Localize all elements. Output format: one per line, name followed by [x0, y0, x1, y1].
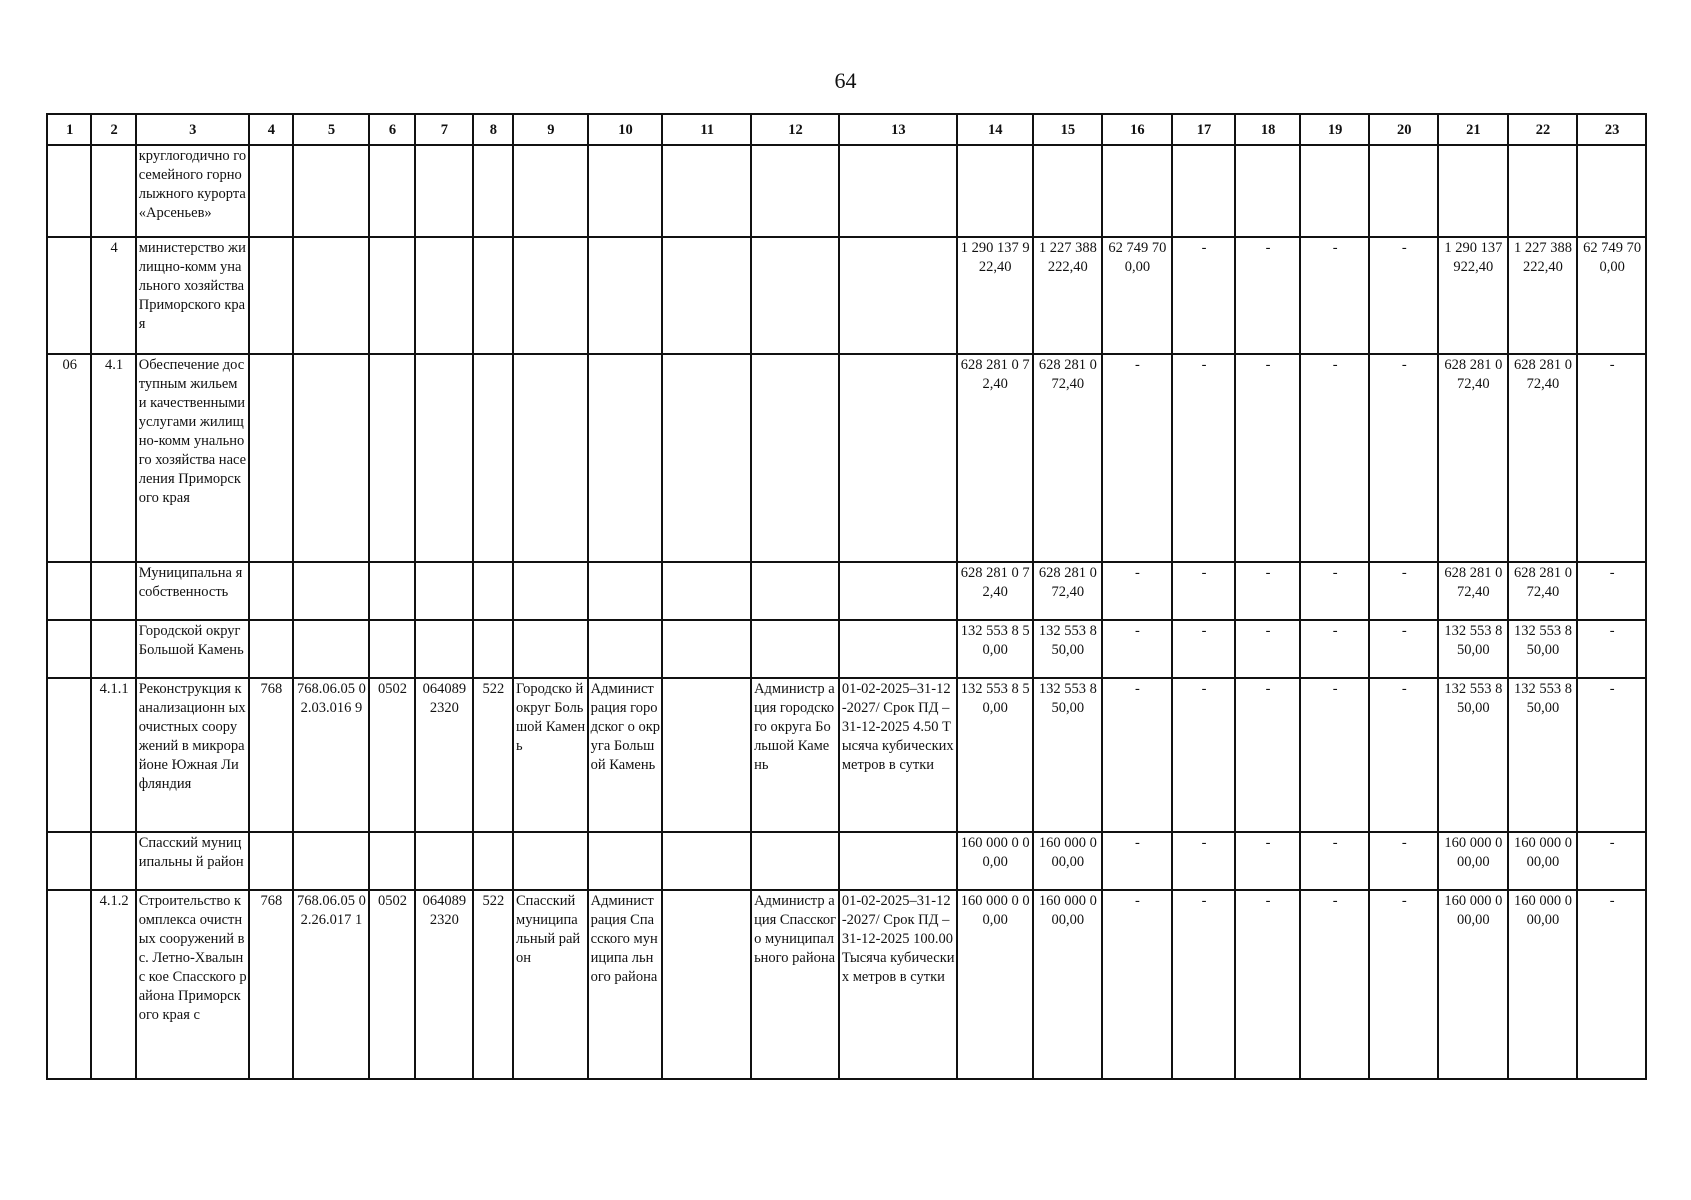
table-cell-col-17	[1172, 145, 1236, 237]
page-number: 64	[834, 68, 857, 93]
table-cell-col-6	[369, 237, 415, 354]
table-cell-col-21: 132 553 8 50,00	[1438, 620, 1508, 678]
table-cell-col-2: 4.1.1	[91, 678, 135, 832]
table-cell-col-14: 160 000 0 00,00	[957, 890, 1033, 1079]
table-cell-col-15: 628 281 0 72,40	[1033, 562, 1103, 620]
table-cell-col-3: Муниципальна я собственность	[136, 562, 249, 620]
table-cell-col-22: 132 553 8 50,00	[1508, 620, 1578, 678]
table-cell-col-12	[751, 832, 839, 890]
table-cell-col-2: 4.1.2	[91, 890, 135, 1079]
table-cell-col-21	[1438, 145, 1508, 237]
table-cell-col-4	[249, 562, 293, 620]
table-cell-col-18: -	[1235, 562, 1300, 620]
table-cell-col-16	[1102, 145, 1172, 237]
table-cell-col-11	[662, 145, 751, 237]
table-cell-col-12: Администр ация Спасского муниципал ьного района	[751, 890, 839, 1079]
table-cell-col-21: 628 281 0 72,40	[1438, 562, 1508, 620]
table-cell-col-14: 1 290 137 922,40	[957, 237, 1033, 354]
table-cell-col-14: 628 281 0 72,40	[957, 354, 1033, 562]
table-cell-col-3: министерство жилищно-комм унального хозяйства Приморского края	[136, 237, 249, 354]
table-cell-col-22: 132 553 8 50,00	[1508, 678, 1578, 832]
table-cell-col-3: Городской округ Большой Камень	[136, 620, 249, 678]
table-cell-col-4: 768	[249, 678, 293, 832]
table-cell-col-10	[588, 354, 663, 562]
table-cell-col-5	[293, 620, 369, 678]
column-header-17: 17	[1172, 114, 1236, 145]
table-cell-col-9	[513, 832, 588, 890]
table-cell-col-1	[47, 678, 91, 832]
table-row	[47, 237, 1646, 354]
table-cell-col-3: Спасский муниципальны й район	[136, 832, 249, 890]
table-cell-col-23: -	[1577, 620, 1646, 678]
table-cell-col-10	[588, 562, 663, 620]
column-header-8: 8	[473, 114, 513, 145]
table-cell-col-9	[513, 145, 588, 237]
table-cell-col-12	[751, 620, 839, 678]
column-header-19: 19	[1300, 114, 1370, 145]
table-cell-col-17: -	[1172, 620, 1236, 678]
table-cell-col-2	[91, 620, 135, 678]
table-cell-col-10	[588, 145, 663, 237]
table-cell-col-4	[249, 145, 293, 237]
table-cell-col-17: -	[1172, 890, 1236, 1079]
table-cell-col-15: 628 281 0 72,40	[1033, 354, 1103, 562]
column-header-14: 14	[957, 114, 1033, 145]
table-cell-col-8	[473, 562, 513, 620]
table-cell-col-12	[751, 354, 839, 562]
table-cell-col-9	[513, 237, 588, 354]
table-cell-col-20: -	[1369, 832, 1438, 890]
table-cell-col-16: 62 749 70 0,00	[1102, 237, 1172, 354]
table-cell-col-11	[662, 832, 751, 890]
table-cell-col-16: -	[1102, 678, 1172, 832]
table-row	[47, 890, 1646, 1079]
table-cell-col-22: 160 000 0 00,00	[1508, 890, 1578, 1079]
table-cell-col-15: 1 227 388 222,40	[1033, 237, 1103, 354]
table-cell-col-4: 768	[249, 890, 293, 1079]
table-cell-col-22: 628 281 0 72,40	[1508, 354, 1578, 562]
table-cell-col-15: 160 000 0 00,00	[1033, 890, 1103, 1079]
table-cell-col-19: -	[1300, 620, 1370, 678]
table-cell-col-18: -	[1235, 890, 1300, 1079]
table-cell-col-7	[415, 145, 473, 237]
column-header-22: 22	[1508, 114, 1578, 145]
table-cell-col-6	[369, 354, 415, 562]
column-header-11: 11	[662, 114, 751, 145]
table-body	[47, 145, 1646, 1079]
table-row	[47, 354, 1646, 562]
column-header-6: 6	[369, 114, 415, 145]
table-cell-col-13: 01-02-2025–31-12-2027/ Срок ПД – 31-12-2025 4.50 Тысяча кубических метров в сутки	[839, 678, 957, 832]
table-cell-col-5	[293, 145, 369, 237]
table-cell-col-13	[839, 354, 957, 562]
table-cell-col-20	[1369, 145, 1438, 237]
table-cell-col-23	[1577, 145, 1646, 237]
table-row	[47, 832, 1646, 890]
table-cell-col-7	[415, 620, 473, 678]
table-cell-col-13	[839, 145, 957, 237]
table-cell-col-13	[839, 237, 957, 354]
column-header-3: 3	[136, 114, 249, 145]
table-cell-col-7	[415, 237, 473, 354]
column-header-15: 15	[1033, 114, 1103, 145]
table-cell-col-15	[1033, 145, 1103, 237]
table-cell-col-12	[751, 562, 839, 620]
column-header-1: 1	[47, 114, 91, 145]
table-cell-col-11	[662, 678, 751, 832]
table-cell-col-5	[293, 237, 369, 354]
table-cell-col-8	[473, 145, 513, 237]
table-cell-col-15: 160 000 0 00,00	[1033, 832, 1103, 890]
table-cell-col-7: 064089 2320	[415, 890, 473, 1079]
table-cell-col-4	[249, 237, 293, 354]
table-cell-col-1	[47, 562, 91, 620]
table-cell-col-17: -	[1172, 678, 1236, 832]
table-cell-col-14: 132 553 8 50,00	[957, 620, 1033, 678]
table-cell-col-18	[1235, 145, 1300, 237]
table-cell-col-3: Реконструкция канализационн ых очистных сооружений в микрорайоне Южная Лифляндия	[136, 678, 249, 832]
table-cell-col-16: -	[1102, 354, 1172, 562]
table-cell-col-20: -	[1369, 237, 1438, 354]
table-cell-col-14: 160 000 0 00,00	[957, 832, 1033, 890]
table-cell-col-19: -	[1300, 832, 1370, 890]
table-cell-col-23: -	[1577, 562, 1646, 620]
table-cell-col-22	[1508, 145, 1578, 237]
table-cell-col-4	[249, 354, 293, 562]
column-header-9: 9	[513, 114, 588, 145]
table-cell-col-1	[47, 832, 91, 890]
table-cell-col-9	[513, 562, 588, 620]
table-cell-col-5	[293, 354, 369, 562]
table-cell-col-19: -	[1300, 678, 1370, 832]
table-cell-col-7	[415, 832, 473, 890]
column-header-7: 7	[415, 114, 473, 145]
table-cell-col-16: -	[1102, 562, 1172, 620]
table-cell-col-23: 62 749 70 0,00	[1577, 237, 1646, 354]
column-header-18: 18	[1235, 114, 1300, 145]
table-cell-col-20: -	[1369, 620, 1438, 678]
table-cell-col-2	[91, 145, 135, 237]
table-cell-col-3: Строительство комплекса очистных сооружений в с. Летно-Хвалынс кое Спасского района Приморского края с	[136, 890, 249, 1079]
table-cell-col-8	[473, 237, 513, 354]
table-cell-col-15: 132 553 8 50,00	[1033, 620, 1103, 678]
table-cell-col-13	[839, 620, 957, 678]
table-cell-col-6: 0502	[369, 890, 415, 1079]
table-cell-col-4	[249, 620, 293, 678]
table-row	[47, 562, 1646, 620]
column-header-12: 12	[751, 114, 839, 145]
table-cell-col-8	[473, 832, 513, 890]
table-cell-col-12	[751, 237, 839, 354]
column-header-5: 5	[293, 114, 369, 145]
table-cell-col-6	[369, 620, 415, 678]
table-cell-col-11	[662, 354, 751, 562]
column-header-23: 23	[1577, 114, 1646, 145]
table-cell-col-1: 06	[47, 354, 91, 562]
table-cell-col-1	[47, 620, 91, 678]
table-cell-col-21: 132 553 8 50,00	[1438, 678, 1508, 832]
column-header-2: 2	[91, 114, 135, 145]
table-cell-col-20: -	[1369, 678, 1438, 832]
table-cell-col-7	[415, 354, 473, 562]
table-cell-col-10: Админист рация городског о округа Большой Камень	[588, 678, 663, 832]
table-cell-col-5: 768.06.05 02.26.017 1	[293, 890, 369, 1079]
table-cell-col-3: Обеспечение доступным жильем и качественными услугами жилищно-комм унального хозяйства населения Приморского края	[136, 354, 249, 562]
table-cell-col-19	[1300, 145, 1370, 237]
table-cell-col-6	[369, 832, 415, 890]
table-cell-col-17: -	[1172, 354, 1236, 562]
table-cell-col-9	[513, 354, 588, 562]
table-cell-col-6	[369, 145, 415, 237]
table-cell-col-16: -	[1102, 620, 1172, 678]
table-cell-col-4	[249, 832, 293, 890]
table-cell-col-20: -	[1369, 562, 1438, 620]
table-cell-col-6	[369, 562, 415, 620]
table-cell-col-14: 132 553 8 50,00	[957, 678, 1033, 832]
table-cell-col-13	[839, 832, 957, 890]
table-row	[47, 678, 1646, 832]
table-cell-col-21: 160 000 0 00,00	[1438, 832, 1508, 890]
table-cell-col-7	[415, 562, 473, 620]
table-cell-col-11	[662, 237, 751, 354]
table-cell-col-8	[473, 620, 513, 678]
table-cell-col-8: 522	[473, 890, 513, 1079]
table-cell-col-1	[47, 890, 91, 1079]
table-cell-col-2	[91, 832, 135, 890]
table-cell-col-19: -	[1300, 890, 1370, 1079]
table-cell-col-21: 1 290 137 922,40	[1438, 237, 1508, 354]
table-cell-col-6: 0502	[369, 678, 415, 832]
table-cell-col-18: -	[1235, 620, 1300, 678]
table-cell-col-11	[662, 562, 751, 620]
table-cell-col-1	[47, 237, 91, 354]
table-cell-col-2: 4.1	[91, 354, 135, 562]
table-cell-col-14	[957, 145, 1033, 237]
table-cell-col-3: круглогодично го семейного горнолыжного курорта «Арсеньев»	[136, 145, 249, 237]
table-row	[47, 620, 1646, 678]
table-cell-col-9: Городско й округ Большой Камень	[513, 678, 588, 832]
column-header-20: 20	[1369, 114, 1438, 145]
table-cell-col-17: -	[1172, 832, 1236, 890]
table-cell-col-21: 628 281 0 72,40	[1438, 354, 1508, 562]
table-cell-col-18: -	[1235, 678, 1300, 832]
table-cell-col-21: 160 000 0 00,00	[1438, 890, 1508, 1079]
table-cell-col-20: -	[1369, 354, 1438, 562]
table-cell-col-16: -	[1102, 890, 1172, 1079]
table-cell-col-19: -	[1300, 562, 1370, 620]
table-cell-col-14: 628 281 0 72,40	[957, 562, 1033, 620]
table-row	[47, 145, 1646, 237]
table-cell-col-18: -	[1235, 354, 1300, 562]
table-cell-col-5	[293, 832, 369, 890]
table-cell-col-22: 160 000 0 00,00	[1508, 832, 1578, 890]
table-cell-col-23: -	[1577, 890, 1646, 1079]
table-cell-col-23: -	[1577, 678, 1646, 832]
table-cell-col-16: -	[1102, 832, 1172, 890]
budget-table	[46, 113, 1647, 1080]
table-cell-col-23: -	[1577, 832, 1646, 890]
table-cell-col-17: -	[1172, 562, 1236, 620]
table-cell-col-9	[513, 620, 588, 678]
table-cell-col-8	[473, 354, 513, 562]
column-header-16: 16	[1102, 114, 1172, 145]
table-cell-col-5	[293, 562, 369, 620]
table-cell-col-11	[662, 620, 751, 678]
table-cell-col-12	[751, 145, 839, 237]
table-cell-col-5: 768.06.05 02.03.016 9	[293, 678, 369, 832]
column-header-10: 10	[588, 114, 663, 145]
table-cell-col-18: -	[1235, 832, 1300, 890]
table-cell-col-17: -	[1172, 237, 1236, 354]
table-cell-col-23: -	[1577, 354, 1646, 562]
table-cell-col-8: 522	[473, 678, 513, 832]
table-cell-col-9: Спасский муниципа льный район	[513, 890, 588, 1079]
table-cell-col-13	[839, 562, 957, 620]
table-cell-col-11	[662, 890, 751, 1079]
column-header-4: 4	[249, 114, 293, 145]
table-cell-col-22: 1 227 388 222,40	[1508, 237, 1578, 354]
table-cell-col-1	[47, 145, 91, 237]
column-header-21: 21	[1438, 114, 1508, 145]
table-cell-col-20: -	[1369, 890, 1438, 1079]
table-cell-col-2	[91, 562, 135, 620]
table-cell-col-18: -	[1235, 237, 1300, 354]
table-cell-col-10	[588, 832, 663, 890]
table-cell-col-15: 132 553 8 50,00	[1033, 678, 1103, 832]
table-cell-col-19: -	[1300, 354, 1370, 562]
column-header-13: 13	[839, 114, 957, 145]
header-row	[47, 114, 1646, 145]
table-cell-col-13: 01-02-2025–31-12-2027/ Срок ПД – 31-12-2025 100.00 Тысяча кубических метров в сутки	[839, 890, 957, 1079]
table-cell-col-10: Админист рация Спасского муниципа льного района	[588, 890, 663, 1079]
table-cell-col-10	[588, 620, 663, 678]
table-cell-col-10	[588, 237, 663, 354]
table-cell-col-19: -	[1300, 237, 1370, 354]
table-cell-col-7: 064089 2320	[415, 678, 473, 832]
table-cell-col-12: Администр ация городского округа Большой Камень	[751, 678, 839, 832]
table-cell-col-2: 4	[91, 237, 135, 354]
table-cell-col-22: 628 281 0 72,40	[1508, 562, 1578, 620]
